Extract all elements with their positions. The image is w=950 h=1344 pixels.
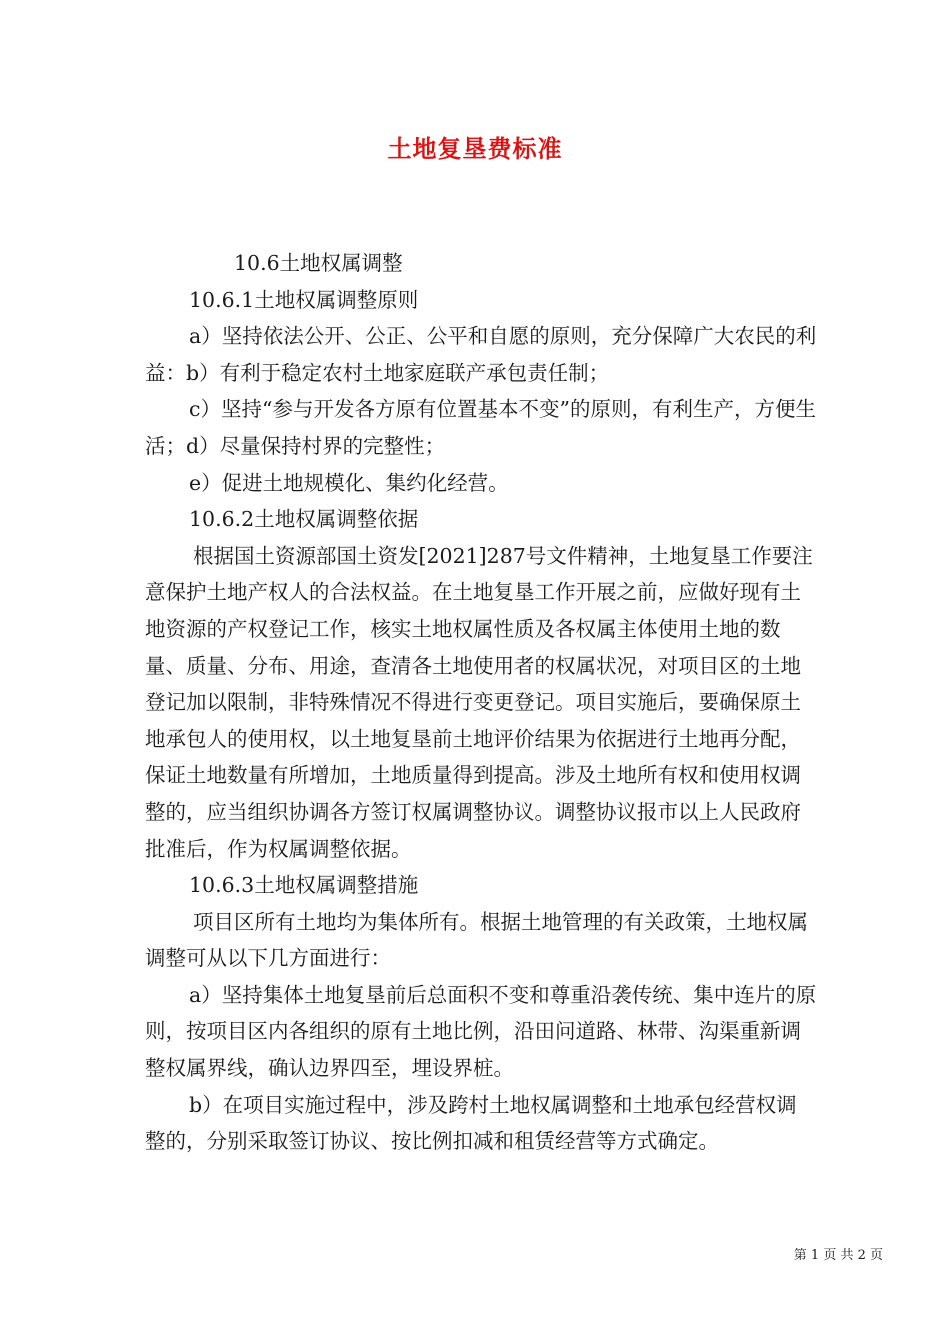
paragraph: e）促进土地规模化、集约化经营。 — [189, 470, 509, 495]
page-number: 第 1 页 共 2 页 — [793, 1248, 883, 1263]
subsection-heading: 10.6.1土地权属调整原则 — [189, 287, 419, 312]
document-body — [145, 245, 817, 1160]
paragraph: c）坚持“参与开发各方原有位置基本不变”的原则，有利生产，方便生活；d）尽量保持村界的完整性； — [145, 397, 816, 458]
subsection-heading: 10.6.2土地权属调整依据 — [189, 507, 419, 532]
paragraph: a）坚持集体土地复垦前后总面积不变和尊重沿袭传统、集中连片的原则，按项目区内各组织的原有土地比例，沿田问道路、林带、沟渠重新调整权属界线，确认边界四至，埋设界桩。 — [145, 982, 817, 1081]
document-title: 土地复垦费标准 — [387, 134, 563, 163]
paragraph: 根据国土资源部国土资发[2021]287号文件精神，土地复垦工作要注意保护土地产权人的合法权益。在土地复垦工作开展之前，应做好现有土地资源的产权登记工作，核实土地权属性质及各权属主体使用土地的数量、质量、分布、用途，查清各土地使用者的权属状况，对项目区的土地登记加以限制，非特殊情况不得进行变更登记。项目实施后，要确保原土地承包人的使用权，以土地复垦前土地评价结果为依据进行土地再分配，保证土地数量有所增加，土地质量得到提高。涉及土地所有权和使用权调整的，应当组织协调各方签订权属调整协议。调整协议报市以上人民政府批准后，作为权属调整依据。 — [145, 543, 813, 861]
paragraph: a）坚持依法公开、公正、公平和自愿的原则，充分保障广大农民的利益：b）有利于稳定农村土地家庭联产承包责任制； — [145, 324, 817, 385]
paragraph: b）在项目实施过程中，涉及跨村土地权属调整和土地承包经营权调整的，分别采取签订协议、按比例扣减和租赁经营等方式确定。 — [145, 1092, 797, 1154]
paragraph: 项目区所有土地均为集体所有。根据土地管理的有关政策，土地权属调整可从以下几方面进行： — [145, 909, 808, 971]
section-heading: 10.6土地权属调整 — [234, 251, 403, 275]
subsection-heading: 10.6.3土地权属调整措施 — [189, 873, 419, 898]
